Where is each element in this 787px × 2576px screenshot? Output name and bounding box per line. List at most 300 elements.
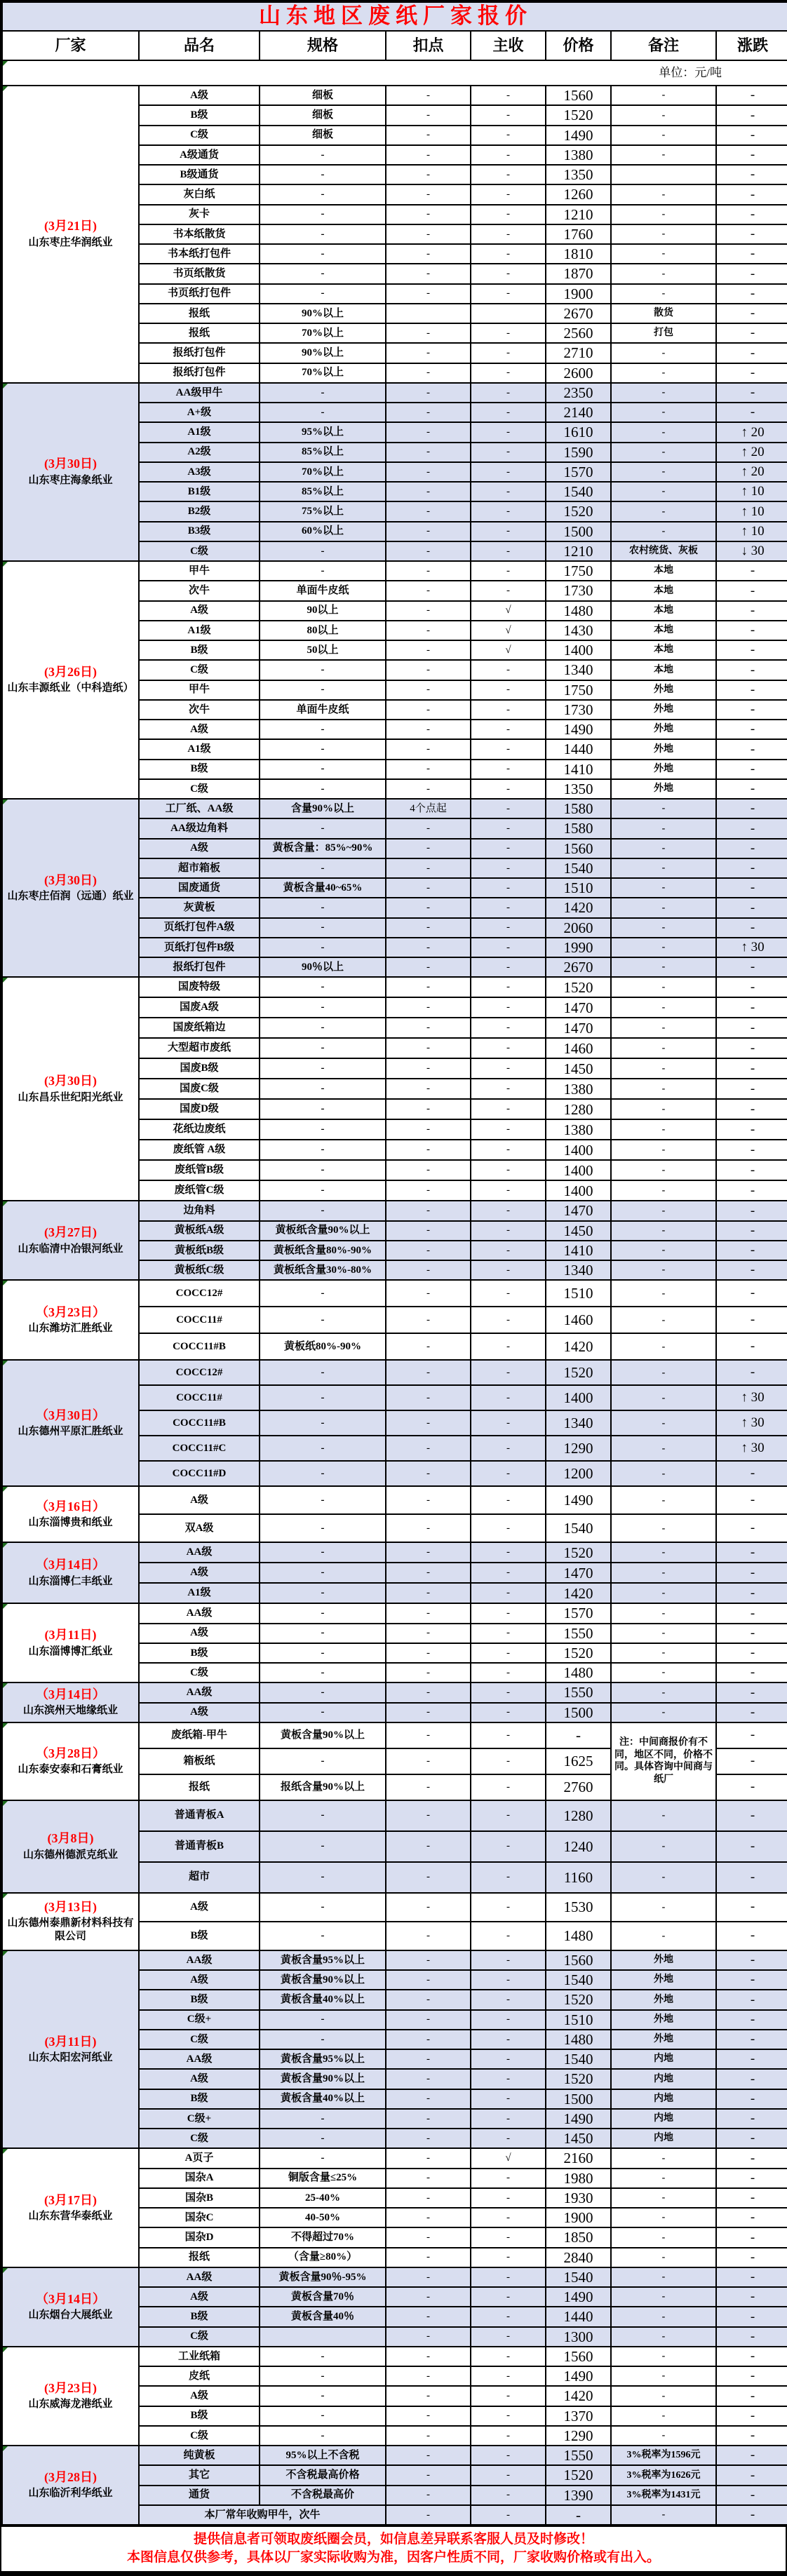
cell-name: 黄板纸B级 — [139, 1241, 260, 1260]
cell-remark: - — [611, 1180, 716, 1201]
cell-name: 书本纸打包件 — [139, 244, 260, 264]
factory-name: 山东滨州天地缘纸业 — [22, 1705, 118, 1717]
cell-change: - — [716, 858, 787, 878]
cell-price: 1540 — [546, 1514, 611, 1542]
cell-deduct: - — [386, 165, 471, 184]
factory-cell — [2, 1542, 139, 1603]
cell-price: 1480 — [546, 2030, 611, 2049]
cell-spec: - — [260, 403, 386, 422]
cell-name: 报纸打包件 — [139, 343, 260, 363]
cell-remark: - — [611, 1079, 716, 1099]
cell-name: 工业纸箱 — [139, 2347, 260, 2366]
cell-remark: - — [611, 482, 716, 501]
cell-main: - — [471, 660, 546, 680]
cell-remark: 内地 — [611, 2129, 716, 2148]
cell-spec: - — [260, 918, 386, 938]
cell-spec: 85%以上 — [260, 443, 386, 462]
cell-name: C级 — [139, 126, 260, 145]
cell-spec: - — [260, 1099, 386, 1119]
cell-deduct: - — [386, 2267, 471, 2287]
cell-change: - — [716, 1990, 787, 2009]
cell-remark: - — [611, 1058, 716, 1079]
cell-remark: 外地 — [611, 1990, 716, 2009]
cell-remark: - — [611, 145, 716, 165]
cell-deduct: - — [386, 957, 471, 977]
cell-price: 1340 — [546, 1410, 611, 1436]
cell-name: COCC12# — [139, 1360, 260, 1385]
cell-change: - — [716, 660, 787, 680]
cell-price: 1590 — [546, 443, 611, 462]
cell-deduct: - — [386, 601, 471, 621]
quote-date: (3月13日) — [44, 1899, 97, 1914]
cell-main: - — [471, 323, 546, 343]
cell-change: - — [716, 1360, 787, 1385]
cell-change: - — [716, 165, 787, 184]
quote-date: (3月30日) — [44, 1074, 97, 1088]
cell-remark: - — [611, 1307, 716, 1333]
cell-main: - — [471, 2069, 546, 2089]
cell-spec: - — [260, 1800, 386, 1831]
cell-name: 次牛 — [139, 581, 260, 600]
cell-change: - — [716, 2406, 787, 2426]
cell-main: - — [471, 2347, 546, 2366]
cell-spec: - — [260, 1307, 386, 1333]
cell-remark: - — [611, 1221, 716, 1241]
cell-spec: - — [260, 1831, 386, 1862]
cell-deduct: - — [386, 2406, 471, 2426]
cell-price: 1400 — [546, 1160, 611, 1180]
cell-main: - — [471, 363, 546, 383]
cell-main: - — [471, 462, 546, 482]
cell-remark: - — [611, 284, 716, 304]
cell-change: ↑ 30 — [716, 1410, 787, 1436]
cell-price: 1520 — [546, 977, 611, 997]
cell-main: - — [471, 1831, 546, 1862]
cell-spec: - — [260, 1280, 386, 1307]
factory-cell — [2, 1950, 139, 2149]
cell-change: - — [716, 2426, 787, 2446]
cell-spec: 黄板含量：85%~90% — [260, 839, 386, 858]
table-row — [2, 1542, 787, 1563]
table-row — [2, 1683, 787, 1702]
cell-spec: - — [260, 224, 386, 244]
cell-remark: - — [611, 462, 716, 482]
cell-change: - — [716, 2248, 787, 2267]
cell-main: - — [471, 501, 546, 521]
cell-deduct: - — [386, 145, 471, 165]
cell-spec: 细板 — [260, 86, 386, 105]
cell-main: - — [471, 1241, 546, 1260]
cell-spec: 报纸含量90%以上 — [260, 1774, 386, 1800]
factory-cell — [2, 1486, 139, 1542]
cell-deduct: - — [386, 2129, 471, 2148]
cell-deduct: - — [386, 1410, 471, 1436]
cell-remark: - — [611, 1563, 716, 1583]
cell-spec: - — [260, 739, 386, 759]
cell-price: 1520 — [546, 2069, 611, 2089]
cell-remark: 本地 — [611, 581, 716, 600]
cell-remark: - — [611, 1436, 716, 1461]
cell-deduct: - — [386, 621, 471, 640]
cell-change: - — [716, 1583, 787, 1603]
cell-main — [471, 304, 546, 323]
cell-name: 通货 — [139, 2486, 260, 2505]
col-header-name: 品名 — [139, 31, 260, 60]
cell-price: 1500 — [546, 1703, 611, 1722]
cell-main: - — [471, 1514, 546, 1542]
cell-main: - — [471, 1410, 546, 1436]
cell-remark: - — [611, 1486, 716, 1514]
cell-deduct: - — [386, 700, 471, 720]
cell-spec: - — [260, 720, 386, 739]
cell-deduct: 4个点起 — [386, 799, 471, 818]
cell-change: - — [716, 561, 787, 581]
cell-price: 2140 — [546, 403, 611, 422]
cell-deduct: - — [386, 2347, 471, 2366]
cell-deduct: - — [386, 818, 471, 838]
cell-main: √ — [471, 601, 546, 621]
cell-price: 2160 — [546, 2148, 611, 2168]
cell-change: - — [716, 2347, 787, 2366]
quote-date: （3月14日） — [36, 1687, 105, 1702]
cell-deduct: - — [386, 977, 471, 997]
cell-main: - — [471, 244, 546, 264]
cell-remark: 本地 — [611, 621, 716, 640]
table-row — [2, 1360, 787, 1385]
cell-deduct: - — [386, 878, 471, 898]
cell-remark: 内地 — [611, 2109, 716, 2129]
cell-spec: - — [260, 938, 386, 957]
footer-line-2: 本图信息仅供参考，具体以厂家实际收购为准，因客户性质不同，厂家收购价格或有出入。 — [126, 2549, 660, 2565]
cell-price: 1460 — [546, 1307, 611, 1333]
cell-price: 1550 — [546, 1683, 611, 1702]
cell-deduct: - — [386, 1160, 471, 1180]
cell-price: 1750 — [546, 680, 611, 700]
cell-remark: - — [611, 2208, 716, 2227]
cell-remark: 3%税率为1596元 — [611, 2446, 716, 2465]
cell-main: - — [471, 1893, 546, 1922]
cell-change: - — [716, 1950, 787, 1970]
cell-change: - — [716, 1307, 787, 1333]
cell-main: - — [471, 224, 546, 244]
cell-change: - — [716, 1241, 787, 1260]
cell-price: 1420 — [546, 2386, 611, 2406]
cell-change: - — [716, 2148, 787, 2168]
cell-price: 1350 — [546, 165, 611, 184]
cell-change: - — [716, 1748, 787, 1774]
cell-deduct: - — [386, 343, 471, 363]
cell-main: - — [471, 1436, 546, 1461]
cell-deduct: - — [386, 2327, 471, 2347]
cell-price: 1420 — [546, 1333, 611, 1360]
cell-remark: - — [611, 2287, 716, 2307]
cell-change: - — [716, 1119, 787, 1140]
cell-deduct: - — [386, 1748, 471, 1774]
cell-main: - — [471, 2109, 546, 2129]
cell-main: - — [471, 482, 546, 501]
cell-spec: 70%以上 — [260, 323, 386, 343]
cell-name: A1级 — [139, 621, 260, 640]
cell-remark: - — [611, 224, 716, 244]
cell-remark: 3%税率为1626元 — [611, 2465, 716, 2485]
cell-price: 1480 — [546, 1922, 611, 1950]
cell-deduct: - — [386, 1221, 471, 1241]
cell-change: - — [716, 1333, 787, 1360]
cell-spec: - — [260, 1385, 386, 1410]
cell-deduct: - — [386, 1922, 471, 1950]
cell-change: - — [716, 1922, 787, 1950]
cell-change: - — [716, 363, 787, 383]
cell-deduct: - — [386, 1514, 471, 1542]
cell-spec: - — [260, 1683, 386, 1702]
cell-remark: - — [611, 1893, 716, 1922]
cell-price: 1540 — [546, 1970, 611, 1990]
cell-price: 1570 — [546, 1603, 611, 1623]
cell-change: ↑ 20 — [716, 462, 787, 482]
table-row — [2, 2446, 787, 2465]
cell-name: AA级 — [139, 2267, 260, 2287]
cell-change: - — [716, 1221, 787, 1241]
cell-spec: - — [260, 1140, 386, 1160]
cell-price: 1760 — [546, 224, 611, 244]
cell-spec: - — [260, 1624, 386, 1643]
cell-spec: 25-40% — [260, 2188, 386, 2208]
cell-main: - — [471, 1221, 546, 1241]
cell-remark: - — [611, 799, 716, 818]
cell-name: C级+ — [139, 2109, 260, 2129]
cell-price: 1430 — [546, 621, 611, 640]
cell-name: 本厂常年收购甲牛，次牛 — [139, 2505, 386, 2525]
cell-name: 报纸 — [139, 304, 260, 323]
cell-deduct: - — [386, 1436, 471, 1461]
cell-spec: 95%以上 — [260, 422, 386, 442]
cell-spec: - — [260, 1643, 386, 1663]
cell-spec: 90以上 — [260, 601, 386, 621]
cell-remark: - — [611, 1099, 716, 1119]
cell-price: 1520 — [546, 1542, 611, 1563]
cell-price: 1750 — [546, 561, 611, 581]
cell-deduct: - — [386, 1583, 471, 1603]
cell-main: - — [471, 2248, 546, 2267]
cell-deduct: - — [386, 482, 471, 501]
cell-deduct: - — [386, 739, 471, 759]
cell-name: A级 — [139, 86, 260, 105]
cell-spec: 80以上 — [260, 621, 386, 640]
cell-name: 国杂A — [139, 2169, 260, 2188]
cell-remark: - — [611, 2406, 716, 2426]
cell-main: - — [471, 522, 546, 541]
cell-name: A级 — [139, 720, 260, 739]
cell-spec: 细板 — [260, 105, 386, 125]
cell-name: 废纸箱-甲牛 — [139, 1722, 260, 1748]
table-row — [2, 1800, 787, 1831]
factory-name: 山东泰安泰和石膏纸业 — [18, 1764, 123, 1776]
cell-change: - — [716, 2505, 787, 2525]
cell-price: 2600 — [546, 363, 611, 383]
cell-spec: - — [260, 1160, 386, 1180]
cell-spec: - — [260, 165, 386, 184]
cell-price: - — [546, 2505, 611, 2525]
cell-remark — [611, 165, 716, 184]
cell-spec: - — [260, 1018, 386, 1038]
cell-deduct: - — [386, 1542, 471, 1563]
cell-spec: 黄板纸含量80%-90% — [260, 1241, 386, 1260]
table-row — [2, 2148, 787, 2168]
factory-name: 山东德州泰鼎新材料科技有限公司 — [7, 1917, 134, 1943]
cell-spec: - — [260, 145, 386, 165]
cell-deduct: - — [386, 1862, 471, 1893]
cell-name: 其它 — [139, 2465, 260, 2485]
cell-main: - — [471, 1099, 546, 1119]
cell-deduct: - — [386, 1280, 471, 1307]
cell-main: - — [471, 1486, 546, 1514]
cell-deduct: - — [386, 224, 471, 244]
cell-deduct: - — [386, 938, 471, 957]
cell-spec: - — [260, 1748, 386, 1774]
factory-name: 山东潍坊汇胜纸业 — [28, 1323, 113, 1335]
cell-deduct: - — [386, 2010, 471, 2030]
cell-remark: - — [611, 1542, 716, 1563]
cell-price: 1625 — [546, 1748, 611, 1774]
cell-change: - — [716, 304, 787, 323]
cell-main: - — [471, 2307, 546, 2326]
cell-price: 1730 — [546, 581, 611, 600]
cell-deduct: - — [386, 2465, 471, 2485]
cell-remark: - — [611, 1703, 716, 1722]
cell-change: - — [716, 2307, 787, 2326]
cell-change: - — [716, 2486, 787, 2505]
cell-main: - — [471, 126, 546, 145]
cell-deduct: - — [386, 2227, 471, 2247]
cell-change: - — [716, 1563, 787, 1583]
cell-main: - — [471, 1990, 546, 2009]
cell-main: - — [471, 1774, 546, 1800]
cell-name: 次牛 — [139, 700, 260, 720]
cell-main: - — [471, 1722, 546, 1748]
cell-name: A1级 — [139, 1583, 260, 1603]
cell-change: - — [716, 977, 787, 997]
cell-main: - — [471, 1703, 546, 1722]
cell-remark: - — [611, 1260, 716, 1280]
cell-price: 1490 — [546, 2109, 611, 2129]
col-header-deduct: 扣点 — [386, 31, 471, 60]
cell-remark: - — [611, 1643, 716, 1663]
cell-change: - — [716, 1514, 787, 1542]
cell-main: - — [471, 205, 546, 224]
cell-remark: 打包 — [611, 323, 716, 343]
cell-main: - — [471, 1018, 546, 1038]
cell-deduct: - — [386, 779, 471, 799]
cell-change: - — [716, 1058, 787, 1079]
cell-change: - — [716, 1862, 787, 1893]
cell-remark: - — [611, 818, 716, 838]
cell-remark: - — [611, 1360, 716, 1385]
cell-remark: - — [611, 1333, 716, 1360]
factory-name: 山东淄博博汇纸业 — [28, 1645, 113, 1657]
cell-name: C级 — [139, 660, 260, 680]
cell-price: 1520 — [546, 1990, 611, 2009]
cell-change: - — [716, 1038, 787, 1058]
cell-change: - — [716, 145, 787, 165]
cell-remark: 散货 — [611, 304, 716, 323]
factory-name: 山东枣庄华润纸业 — [28, 236, 113, 248]
cell-price: - — [546, 1722, 611, 1748]
cell-main: - — [471, 383, 546, 403]
cell-change: - — [716, 581, 787, 600]
cell-name: AA级 — [139, 1950, 260, 1970]
cell-spec: 60%以上 — [260, 522, 386, 541]
cell-spec: 75%以上 — [260, 501, 386, 521]
cell-remark: - — [611, 1583, 716, 1603]
cell-remark: - — [611, 2505, 716, 2525]
cell-price: 1210 — [546, 205, 611, 224]
cell-price: 1530 — [546, 1893, 611, 1922]
cell-change: - — [716, 1542, 787, 1563]
cell-spec: - — [260, 541, 386, 561]
cell-change: - — [716, 2227, 787, 2247]
cell-price: 1510 — [546, 2010, 611, 2030]
cell-main: - — [471, 779, 546, 799]
factory-cell — [2, 799, 139, 977]
cell-price: 1460 — [546, 1038, 611, 1058]
cell-price: 1900 — [546, 2208, 611, 2227]
quote-date: (3月28日) — [44, 2470, 97, 2485]
cell-name: 大型超市废纸 — [139, 1038, 260, 1058]
cell-price: 1470 — [546, 1201, 611, 1220]
cell-deduct: - — [386, 1800, 471, 1831]
cell-spec: 90％以上 — [260, 957, 386, 977]
cell-spec: 40-50% — [260, 2208, 386, 2227]
unit-row — [2, 60, 787, 86]
cell-spec: - — [260, 818, 386, 838]
table-row — [2, 799, 787, 818]
cell-spec: - — [260, 1079, 386, 1099]
cell-name: 书页纸打包件 — [139, 284, 260, 304]
cell-name: C级 — [139, 779, 260, 799]
cell-price: 1480 — [546, 1663, 611, 1683]
quote-date: (3月30日) — [44, 457, 97, 471]
cell-price: 1450 — [546, 2129, 611, 2148]
cell-spec: - — [260, 2426, 386, 2446]
cell-change: - — [716, 1260, 787, 1280]
unit-note: 单位：元/吨 — [659, 66, 722, 80]
cell-spec: 黄板纸含量30%-80% — [260, 1260, 386, 1280]
cell-spec: 黄板含量70％ — [260, 2287, 386, 2307]
factory-cell — [2, 561, 139, 799]
cell-remark: - — [611, 2188, 716, 2208]
factory-cell — [2, 1893, 139, 1950]
quote-date: (3月8日) — [47, 1831, 94, 1846]
cell-remark: - — [611, 957, 716, 977]
cell-deduct — [386, 304, 471, 323]
cell-main: - — [471, 2486, 546, 2505]
cell-main: - — [471, 2089, 546, 2109]
cell-deduct: - — [386, 422, 471, 442]
cell-remark: - — [611, 878, 716, 898]
cell-name: 页纸打包件B级 — [139, 938, 260, 957]
table-row — [2, 1603, 787, 1623]
cell-change: - — [716, 739, 787, 759]
table-row — [2, 1950, 787, 1970]
cell-change: ↑ 20 — [716, 422, 787, 442]
cell-remark: - — [611, 1514, 716, 1542]
cell-spec: 70%以上 — [260, 462, 386, 482]
factory-cell — [2, 1722, 139, 1800]
cell-spec: - — [260, 561, 386, 581]
cell-price: 1550 — [546, 2446, 611, 2465]
cell-deduct: - — [386, 1119, 471, 1140]
quote-date: (3月21日) — [44, 219, 97, 234]
